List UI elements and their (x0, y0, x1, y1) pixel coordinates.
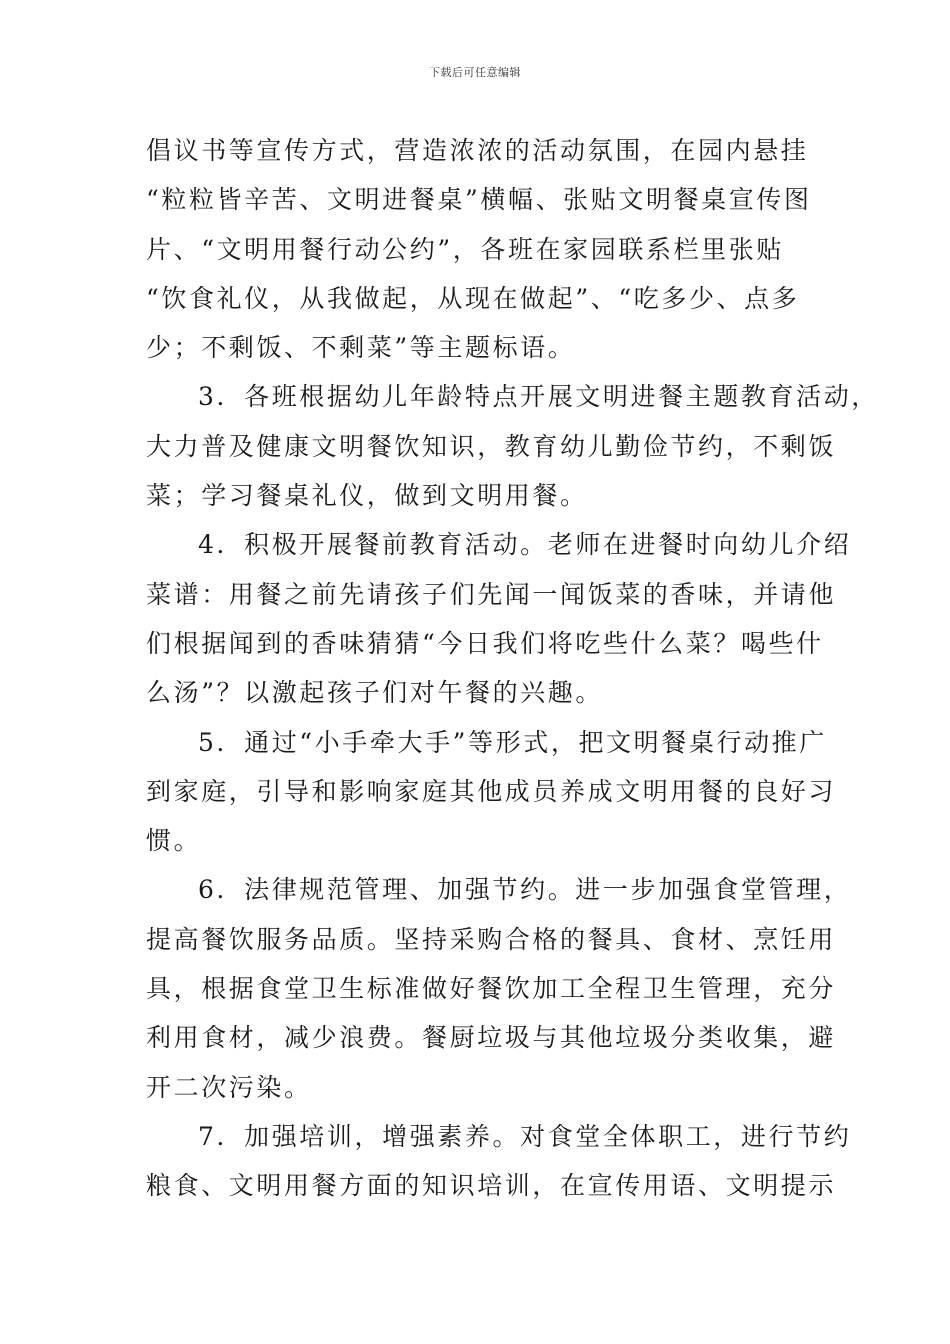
text-line: 倡议书等宣传方式，营造浓浓的活动氛围，在园内悬挂 (146, 136, 809, 165)
text-line: 菜；学习餐桌礼仪，做到文明用餐。 (146, 481, 588, 511)
paragraph-5-start: 5．通过“小手牵大手”等形式，把文明餐桌行动推广 (198, 727, 827, 757)
text-line: 利用食材，减少浪费。餐厨垃圾与其他垃圾分类收集，避 (146, 1023, 837, 1053)
text-line: 么汤”？以激起孩子们对午餐的兴趣。 (146, 678, 603, 708)
document-body (146, 126, 879, 1211)
text-line: 惯。 (146, 826, 202, 856)
text-line: 具，根据食堂卫生标准做好餐饮加工全程卫生管理，充分 (146, 974, 837, 1004)
text-line: 片、“文明用餐行动公约”，各班在家园联系栏里张贴 (146, 234, 784, 264)
text-line: “饮食礼仪，从我做起，从现在做起”、“吃多少、点多 (146, 283, 800, 313)
paragraph-6-start: 6．法律规范管理、加强节约。进一步加强食堂管理， (198, 875, 852, 905)
paragraph-4-start: 4．积极开展餐前教育活动。老师在进餐时向幼儿介绍 (198, 530, 852, 560)
text-line: 到家庭，引导和影响家庭其他成员养成文明用餐的良好习 (146, 776, 837, 806)
header-note: 下载后可任意编辑 (429, 66, 521, 79)
text-line: 提高餐饮服务品质。坚持采购合格的餐具、食材、烹饪用 (146, 924, 837, 954)
text-line: 粮食、文明用餐方面的知识培训，在宣传用语、文明提示 (146, 1171, 837, 1201)
paragraph-7-start: 7．加强培训，增强素养。对食堂全体职工，进行节约 (198, 1121, 852, 1151)
text-line: 少；不剩饭、不剩菜”等主题标语。 (146, 333, 576, 363)
paragraph-3-start: 3．各班根据幼儿年龄特点开展文明进餐主题教育活动， (198, 382, 879, 412)
text-line: 大力普及健康文明餐饮知识，教育幼儿勤俭节约，不剩饭 (146, 431, 837, 461)
text-line: 菜谱：用餐之前先请孩子们先闻一闻饭菜的香味，并请他 (146, 579, 837, 609)
text-line: 们根据闻到的香味猜猜“今日我们将吃些什么菜？喝些什 (146, 628, 824, 658)
text-line: “粒粒皆辛苦、文明进餐桌”横幅、张贴文明餐桌宣传图 (146, 185, 812, 215)
text-line: 开二次污染。 (146, 1072, 312, 1102)
